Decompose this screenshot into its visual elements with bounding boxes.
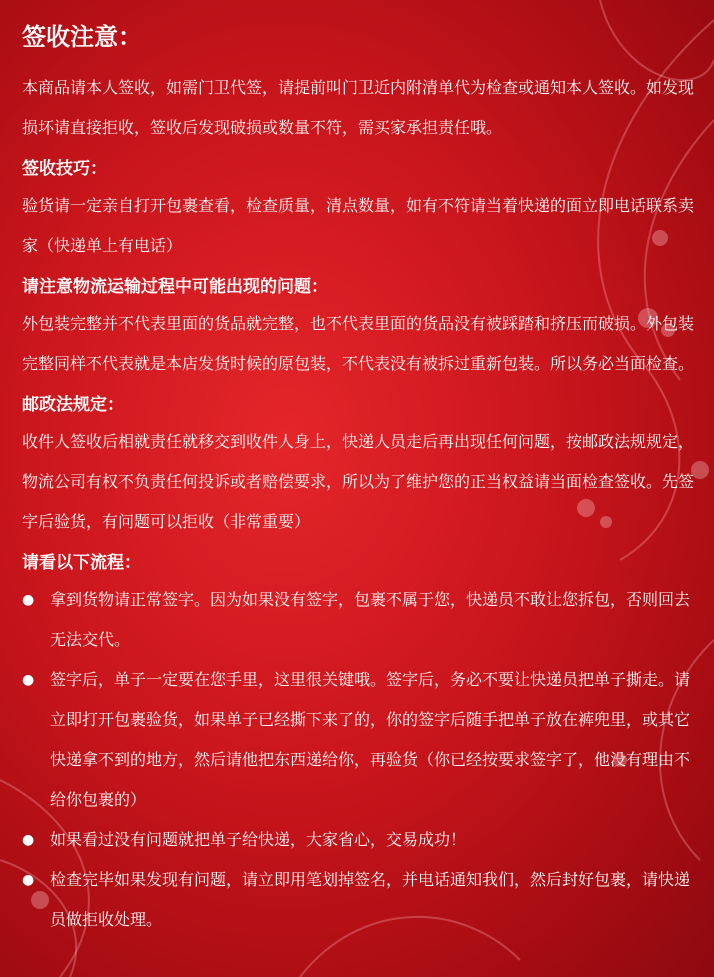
page-title: 签收注意： xyxy=(22,23,142,51)
section-text-logistics: 外包装完整并不代表里面的货品就完整，也不代表里面的货品没有被踩踏和挤压而破损。外包装完整同样不代表就是本店发货时候的原包装，不代表没有被拆过重新包装。所以务必当面检查。 xyxy=(22,314,695,373)
process-step xyxy=(22,820,694,860)
process-step xyxy=(22,660,694,820)
bullet-dot-icon: ● xyxy=(22,872,35,888)
section-heading-postal-law: 邮政法规定： xyxy=(22,395,124,415)
section-heading-process: 请看以下流程： xyxy=(22,553,141,573)
process-step-text: 签字后，单子一定要在您手里，这里很关键哦。签字后，务必不要让快递员把单子撕走。请立即打开包裹验货，如果单子已经撕下来了的，你的签字后随手把单子放在裤兜里，或其它快递拿不到的地方，然后请他把东西递给你，再验货（你已经按要求签字了，他没有理由不给你包裹的） xyxy=(50,670,691,809)
section-heading-logistics: 请注意物流运输过程中可能出现的问题： xyxy=(22,277,328,297)
process-step-text: 检查完毕如果发现有问题，请立即用笔划掉签名，并电话通知我们，然后封好包裹，请快递员做拒收处理。 xyxy=(50,870,691,929)
intro-text: 本商品请本人签收，如需门卫代签，请提前叫门卫近内附清单代为检查或通知本人签收。如发现损坏请直接拒收，签收后发现破损或数量不符，需买家承担责任哦。 xyxy=(22,78,695,137)
section-text-postal-law: 收件人签收后相就责任就移交到收件人身上，快递人员走后再出现任何问题，按邮政法规规定，物流公司有权不负责任何投诉或者赔偿要求，所以为了维护您的正当权益请当面检查签收。先签字后验货，有问题可以拒收（非常重要） xyxy=(22,432,695,531)
process-step xyxy=(22,580,694,660)
bullet-dot-icon: ● xyxy=(22,672,35,688)
bullet-dot-icon: ● xyxy=(22,592,35,608)
bullet-dot-icon: ● xyxy=(22,832,35,848)
process-step-text: 如果看过没有问题就把单子给快递，大家省心，交易成功！ xyxy=(50,830,467,849)
process-step-text: 拿到货物请正常签字。因为如果没有签字，包裹不属于您，快递员不敢让您拆包，否则回去无法交代。 xyxy=(50,590,691,649)
section-text-tips: 验货请一定亲自打开包裹查看，检查质量，清点数量，如有不符请当着快递的面立即电话联系卖家（快递单上有电话） xyxy=(22,196,695,255)
section-heading-tips: 签收技巧： xyxy=(22,159,107,179)
process-step xyxy=(22,860,694,940)
